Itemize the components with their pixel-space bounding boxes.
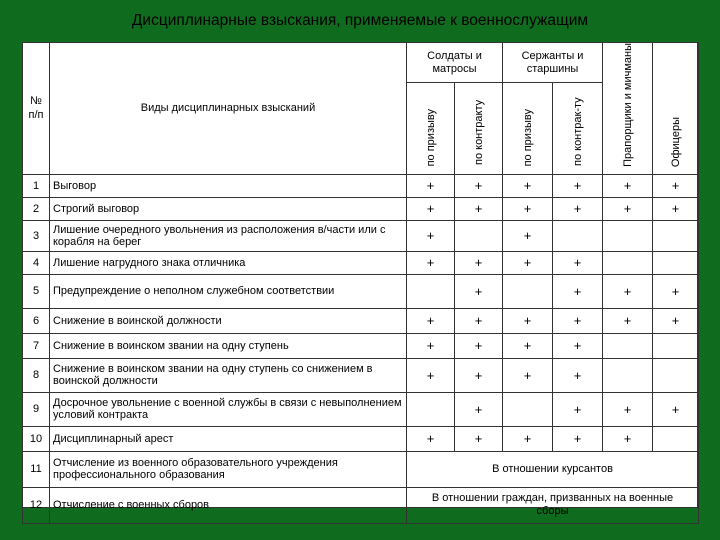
row-number: 7 xyxy=(23,333,50,358)
mark-cell: + xyxy=(455,358,503,392)
mark-cell: + xyxy=(455,308,503,333)
header-warrant xyxy=(603,43,653,175)
row-name: Снижение в воинской должности xyxy=(50,308,407,333)
table-row xyxy=(23,451,699,487)
row-name: Отчисление с военных сборов xyxy=(50,487,407,523)
header-group-sergeants: Сержанты и старшины xyxy=(503,43,603,83)
mark-cell: + xyxy=(503,197,553,220)
mark-cell: + xyxy=(553,308,603,333)
mark-cell: + xyxy=(407,426,455,451)
header-sergeants-contract-label: по контрак-ту xyxy=(571,97,584,167)
mark-cell: + xyxy=(553,358,603,392)
mark-cell: + xyxy=(503,358,553,392)
header-soldiers-contract xyxy=(455,83,503,175)
row-number: 11 xyxy=(23,451,50,487)
row-name: Досрочное увольнение с военной службы в связи с невыполнением условий контракта xyxy=(50,392,407,426)
mark-cell: + xyxy=(653,392,699,426)
mark-cell: + xyxy=(455,426,503,451)
header-kinds: Виды дисциплинарных взысканий xyxy=(50,43,407,175)
table-row xyxy=(23,333,699,358)
row-number: 2 xyxy=(23,197,50,220)
table-row xyxy=(23,251,699,274)
mark-cell: + xyxy=(455,174,503,197)
header-sergeants-conscript-label: по призыву xyxy=(521,109,534,167)
mark-cell: + xyxy=(553,274,603,308)
mark-cell xyxy=(653,333,699,358)
mark-cell: + xyxy=(503,333,553,358)
mark-cell: + xyxy=(455,251,503,274)
mark-cell xyxy=(653,251,699,274)
mark-cell: + xyxy=(553,174,603,197)
row-span-note: В отношении граждан, призванных на военные сборы xyxy=(407,487,699,523)
mark-cell: + xyxy=(407,308,455,333)
mark-cell: + xyxy=(455,197,503,220)
mark-cell: + xyxy=(503,426,553,451)
mark-cell: + xyxy=(553,333,603,358)
row-number: 4 xyxy=(23,251,50,274)
header-sergeants-conscript xyxy=(503,83,553,175)
mark-cell: + xyxy=(603,426,653,451)
mark-cell: + xyxy=(407,358,455,392)
mark-cell: + xyxy=(553,197,603,220)
mark-cell xyxy=(653,426,699,451)
mark-cell: + xyxy=(455,333,503,358)
mark-cell xyxy=(653,220,699,251)
mark-cell xyxy=(455,220,503,251)
mark-cell: + xyxy=(653,174,699,197)
mark-cell: + xyxy=(503,174,553,197)
row-name: Снижение в воинском звании на одну ступень xyxy=(50,333,407,358)
mark-cell: + xyxy=(407,333,455,358)
row-name: Дисциплинарный арест xyxy=(50,426,407,451)
row-name: Лишение очередного увольнения из расположения в/части или с корабля на берег xyxy=(50,220,407,251)
page-title: Дисциплинарные взыскания, применяемые к военнослужащим xyxy=(131,12,589,29)
mark-cell: + xyxy=(653,308,699,333)
mark-cell: + xyxy=(603,308,653,333)
penalties-table xyxy=(22,42,699,524)
mark-cell: + xyxy=(503,220,553,251)
mark-cell xyxy=(407,274,455,308)
mark-cell: + xyxy=(603,392,653,426)
mark-cell: + xyxy=(407,174,455,197)
table-row xyxy=(23,426,699,451)
mark-cell: + xyxy=(503,308,553,333)
row-name: Отчисление из военного образовательного учреждения профессионального образования xyxy=(50,451,407,487)
mark-cell: + xyxy=(407,251,455,274)
mark-cell xyxy=(603,333,653,358)
mark-cell: + xyxy=(653,274,699,308)
row-number: 12 xyxy=(23,487,50,523)
mark-cell: + xyxy=(553,392,603,426)
table-row xyxy=(23,308,699,333)
row-name: Лишение нагрудного знака отличника xyxy=(50,251,407,274)
mark-cell: + xyxy=(603,174,653,197)
row-name: Строгий выговор xyxy=(50,197,407,220)
header-number-line1: № xyxy=(30,95,42,108)
table-row xyxy=(23,392,699,426)
row-span-note: В отношении курсантов xyxy=(407,451,699,487)
row-number: 1 xyxy=(23,174,50,197)
mark-cell: + xyxy=(653,197,699,220)
table-row xyxy=(23,197,699,220)
header-soldiers-contract-label: по контракту xyxy=(472,99,485,165)
mark-cell: + xyxy=(455,274,503,308)
mark-cell xyxy=(407,392,455,426)
header-officers xyxy=(653,43,699,175)
table-row xyxy=(23,220,699,251)
mark-cell: + xyxy=(553,251,603,274)
mark-cell xyxy=(653,358,699,392)
mark-cell: + xyxy=(603,274,653,308)
row-number: 8 xyxy=(23,358,50,392)
row-name: Выговор xyxy=(50,174,407,197)
header-soldiers-conscript xyxy=(407,83,455,175)
header-soldiers-conscript-label: по призыву xyxy=(424,109,437,167)
header-sergeants-contract xyxy=(553,83,603,175)
mark-cell: + xyxy=(553,426,603,451)
mark-cell: + xyxy=(503,251,553,274)
mark-cell xyxy=(603,358,653,392)
row-name: Предупреждение о неполном служебном соответствии xyxy=(50,274,407,308)
mark-cell xyxy=(503,274,553,308)
mark-cell xyxy=(603,220,653,251)
table-row xyxy=(23,274,699,308)
mark-cell xyxy=(553,220,603,251)
table-row xyxy=(23,358,699,392)
header-number xyxy=(23,43,50,175)
mark-cell: + xyxy=(407,220,455,251)
mark-cell xyxy=(503,392,553,426)
header-warrant-label: Прапорщики и мичманы xyxy=(621,43,634,167)
row-name: Снижение в воинском звании на одну ступень со снижением в воинской должности xyxy=(50,358,407,392)
row-number: 6 xyxy=(23,308,50,333)
table-row xyxy=(23,174,699,197)
mark-cell xyxy=(603,251,653,274)
row-number: 9 xyxy=(23,392,50,426)
mark-cell: + xyxy=(407,197,455,220)
row-number: 10 xyxy=(23,426,50,451)
table-row xyxy=(23,487,699,523)
row-number: 5 xyxy=(23,274,50,308)
header-officers-label: Офицеры xyxy=(669,116,682,167)
header-group-soldiers: Солдаты и матросы xyxy=(407,43,503,83)
mark-cell: + xyxy=(603,197,653,220)
row-number: 3 xyxy=(23,220,50,251)
header-number-line2: п/п xyxy=(28,109,44,122)
mark-cell: + xyxy=(455,392,503,426)
